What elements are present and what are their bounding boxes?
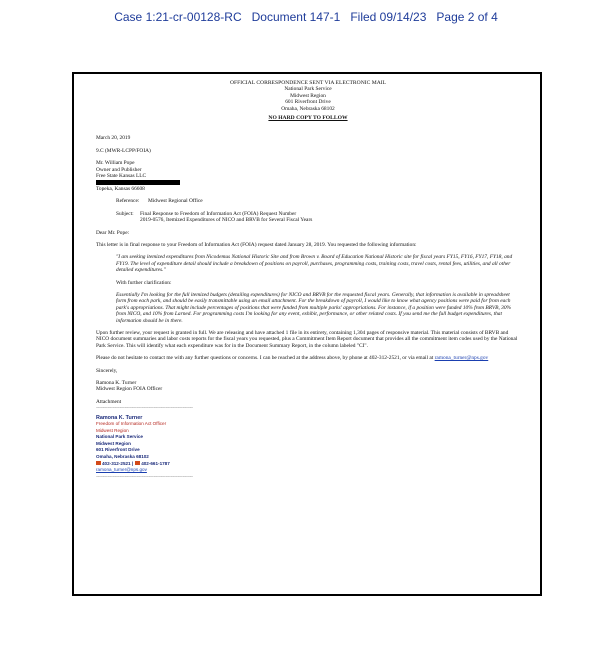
signature-street: 601 Riverfront Drive bbox=[96, 447, 140, 453]
contact-email-link[interactable]: ramona_turner@nps.gov bbox=[434, 355, 489, 362]
file-code: 9.C (MWR-LCPP/FOIA) bbox=[96, 147, 151, 154]
signature-phone: 402-312-2521 bbox=[102, 460, 131, 466]
signature-phone-line bbox=[96, 461, 520, 468]
signature-divider-bottom: ~~~~~~~~~~~~~~~~~~~~~~~~~~~~~~~~~~~~~~~~ bbox=[96, 473, 193, 480]
response-paragraph: Upon further review, your request is granted in full. We are releasing and have attached 1 file in its entirety, containing 1,304 pages of responsive material. This material consists of BRVB and NICO document summaries and labor costs reports for the fiscal years you requested, plus a Commitment Item Report document that provides all the commitment item codes used by the National Park Service. This will identify what each expenditure was for in the Document Summary Report, in the column labeled "CI". bbox=[96, 329, 518, 349]
letter-content bbox=[96, 80, 520, 480]
letterhead-line-2: National Park Service bbox=[284, 86, 332, 93]
signature-divider-top: ~~~~~~~~~~~~~~~~~~~~~~~~~~~~~~~~~~~~~~~~ bbox=[96, 405, 193, 412]
closing: Sincerely, bbox=[96, 367, 118, 374]
signature-city: Omaha, Nebraska 68102 bbox=[96, 454, 149, 459]
letter-page bbox=[72, 72, 542, 596]
signature-name: Ramona K. Turner bbox=[96, 414, 143, 421]
subject-label: Subject: bbox=[116, 210, 134, 217]
signature-fax: 402-661-1787 bbox=[141, 460, 170, 466]
subject-line-1: Final Response to Freedom of Information Act (FOIA) Request Number bbox=[140, 210, 297, 217]
recipient-title: Owner and Publisher bbox=[96, 166, 142, 173]
recipient-company: Free State Kansas LLC bbox=[96, 173, 147, 180]
reference-label: Reference: bbox=[116, 198, 140, 205]
no-hard-copy-notice: NO HARD COPY TO FOLLOW bbox=[268, 115, 348, 122]
contact-paragraph bbox=[96, 355, 520, 361]
recipient-city: Topeka, Kansas 66608 bbox=[96, 185, 145, 192]
signer-name: Ramona K. Turner bbox=[96, 380, 137, 386]
signature-title: Freedom of Information Act Officer bbox=[96, 421, 167, 427]
clarification-label: With further clarification: bbox=[116, 279, 172, 286]
recipient-name: Mr. William Pope bbox=[96, 160, 135, 167]
signature-office: Midwest Region bbox=[96, 440, 131, 446]
letter-date: March 20, 2019 bbox=[96, 135, 131, 142]
letterhead-line-4: 601 Riverfront Drive bbox=[285, 99, 331, 106]
signature-email-link[interactable]: ramona_turner@nps.gov bbox=[96, 467, 147, 473]
request-quote: "I am seeking itemized expenditures from Nicodemus National Historic Site and from Brown v. Board of Education National Historic site for fiscal years FY15, FY16, FY17, FY18, and FY19. The level of expenditure detail should include a breakdown of positions on payroll, purchases, programming costs, training costs, travel costs, rental fees, utilities, and all other detailed expenditures." bbox=[116, 254, 513, 274]
signature-region: Midwest Region bbox=[96, 427, 129, 433]
signer-title: Midwest Region FOIA Officer bbox=[96, 386, 163, 393]
subject-line bbox=[116, 211, 520, 224]
intro-paragraph: This letter is in final response to your Freedom of Information Act (FOIA) request dated January 28, 2019. You requested the following information: bbox=[96, 241, 417, 248]
subject-line-2: 2019-0576, Itemized Expenditures of NICO and BRVB for Several Fiscal Years bbox=[140, 217, 313, 224]
salutation: Dear Mr. Pope: bbox=[96, 229, 130, 236]
letterhead-line-1: OFFICIAL CORRESPONDENCE SENT VIA ELECTRONIC MAIL bbox=[229, 80, 387, 86]
signature-agency: National Park Service bbox=[96, 434, 143, 440]
subject-value bbox=[140, 211, 312, 224]
court-case-header: Case 1:21-cr-00128-RC Document 147-1 Filed 09/14/23 Page 2 of 4 bbox=[114, 10, 498, 24]
contact-text: Please do not hesitate to contact me with any further questions or concerns. I can be reached at the address above, by phone at 402-312-2521, or via email at bbox=[96, 355, 434, 362]
phone-icon bbox=[96, 461, 101, 465]
letterhead-line-5: Omaha, Nebraska 68102 bbox=[281, 105, 335, 112]
fax-icon bbox=[135, 461, 140, 465]
redaction-bar bbox=[96, 180, 180, 185]
clarification-quote: Essentially I'm looking for the full itemized budgets (detailing expenditures) for NICO and BRVB for the requested fiscal years. Generally, that information is available in spreadsheet form from each park, and should be easily transmittable using an email attachment. For the breakdown of payroll, I would like to know what agency positions were paid for from each park's appropriations. That might include percentages of positions that were funded from multiple parks' appropriations. For instance, if a position were funded 10% from BRVB, 30% from NICO, and 10% from Larned. For programming costs I'm looking for any event, exhibit, performance, or other related costs. If you send me the full budget expenditures, that information should be in there. bbox=[116, 291, 512, 324]
phone-separator: | bbox=[131, 460, 134, 466]
reference-value: Midwest Regional Office bbox=[148, 198, 203, 205]
letterhead-line-3: Midwest Region bbox=[290, 92, 326, 99]
attachment-note: Attachment bbox=[96, 398, 122, 405]
